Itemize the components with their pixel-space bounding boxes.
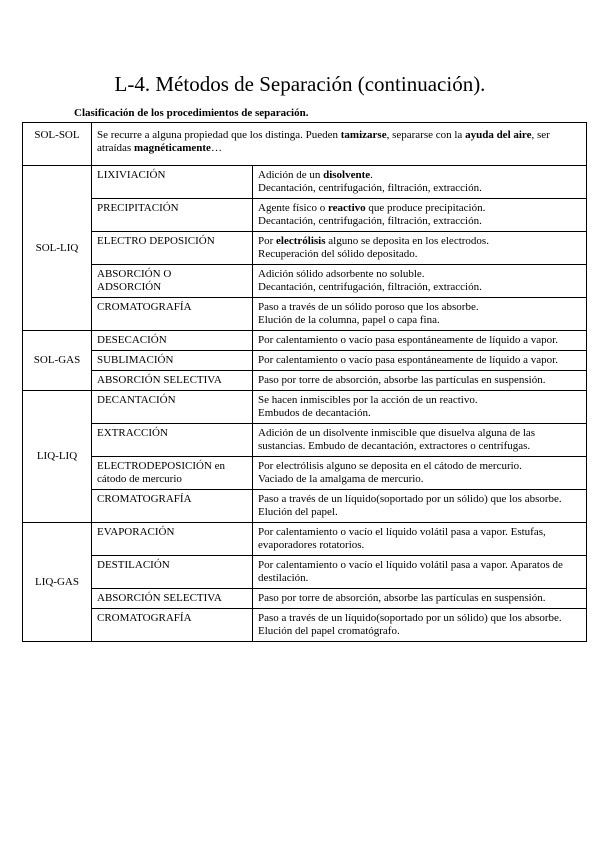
method-cell: CROMATOGRAFÍA <box>92 298 253 331</box>
method-cell: SUBLIMACIÓN <box>92 351 253 371</box>
description-cell: Por calentamiento o vacío el líquido volátil pasa a vapor. Estufas, evaporadores rotatorios. <box>253 523 587 556</box>
method-cell: DECANTACIÓN <box>92 391 253 424</box>
description-cell: Por calentamiento o vacío el líquido volátil pasa a vapor. Aparatos de destilación. <box>253 556 587 589</box>
sol-sol-description: Se recurre a alguna propiedad que los distinga. Pueden tamizarse, separarse con la ayuda del aire, ser atraídas magnéticamente… <box>92 123 587 166</box>
description-cell: Adición de un disolvente inmiscible que disuelva alguna de las sustancias. Embudo de decantación, extractores o centrífugas. <box>253 424 587 457</box>
description-cell: Paso por torre de absorción, absorbe las partículas en suspensión. <box>253 589 587 609</box>
group-label-sol-gas: SOL-GAS <box>23 331 92 391</box>
table-row <box>23 371 587 391</box>
table-row <box>23 589 587 609</box>
method-cell: ABSORCIÓN O ADSORCIÓN <box>92 265 253 298</box>
description-cell: Paso a través de un sólido poroso que los absorbe. Elución de la columna, papel o capa fina. <box>253 298 587 331</box>
method-cell: ELECTRODEPOSICIÓN en cátodo de mercurio <box>92 457 253 490</box>
table-row <box>23 351 587 371</box>
method-cell: DESECACIÓN <box>92 331 253 351</box>
table-row <box>23 331 587 351</box>
table-caption: Clasificación de los procedimientos de separación. <box>74 107 309 119</box>
method-cell: CROMATOGRAFÍA <box>92 609 253 642</box>
method-cell: EVAPORACIÓN <box>92 523 253 556</box>
description-cell: Agente físico o reactivo que produce precipitación. Decantación, centrifugación, filtración, extracción. <box>253 199 587 232</box>
description-cell: Se hacen inmiscibles por la acción de un reactivo. Embudos de decantación. <box>253 391 587 424</box>
table-row <box>23 391 587 424</box>
description-cell: Por electrólisis alguno se deposita en los electrodos. Recuperación del sólido depositado. <box>253 232 587 265</box>
table-row <box>23 556 587 589</box>
method-cell: ELECTRO DEPOSICIÓN <box>92 232 253 265</box>
description-cell: Adición sólido adsorbente no soluble. Decantación, centrifugación, filtración, extracción. <box>253 265 587 298</box>
method-cell: CROMATOGRAFÍA <box>92 490 253 523</box>
group-label-sol-liq: SOL-LIQ <box>23 166 92 331</box>
table-row <box>23 123 587 166</box>
description-cell: Por calentamiento o vacío pasa espontáneamente de líquido a vapor. <box>253 351 587 371</box>
method-cell: EXTRACCIÓN <box>92 424 253 457</box>
table-row <box>23 265 587 298</box>
method-cell: ABSORCIÓN SELECTIVA <box>92 371 253 391</box>
table-row <box>23 298 587 331</box>
group-label-liq-liq: LIQ-LIQ <box>23 391 92 523</box>
method-cell: PRECIPITACIÓN <box>92 199 253 232</box>
method-cell: LIXIVIACIÓN <box>92 166 253 199</box>
table-row <box>23 232 587 265</box>
description-cell: Por calentamiento o vacío pasa espontáneamente de líquido a vapor. <box>253 331 587 351</box>
table-row <box>23 199 587 232</box>
table-row <box>23 166 587 199</box>
separation-methods-table <box>22 122 587 642</box>
method-cell: DESTILACIÓN <box>92 556 253 589</box>
table-row <box>23 457 587 490</box>
description-cell: Paso a través de un líquido(soportado por un sólido) que los absorbe. Elución del papel. <box>253 490 587 523</box>
description-cell: Adición de un disolvente. Decantación, centrifugación, filtración, extracción. <box>253 166 587 199</box>
table-row <box>23 609 587 642</box>
page-title: L-4. Métodos de Separación (continuación). <box>114 72 486 96</box>
table-row <box>23 490 587 523</box>
method-cell: ABSORCIÓN SELECTIVA <box>92 589 253 609</box>
description-cell: Paso por torre de absorción, absorbe las partículas en suspensión. <box>253 371 587 391</box>
group-label-liq-gas: LIQ-GAS <box>23 523 92 642</box>
table-row <box>23 523 587 556</box>
table-row <box>23 424 587 457</box>
description-cell: Por electrólisis alguno se deposita en el cátodo de mercurio. Vaciado de la amalgama de mercurio. <box>253 457 587 490</box>
group-label-sol-sol: SOL-SOL <box>23 123 92 166</box>
description-cell: Paso a través de un líquido(soportado por un sólido) que los absorbe. Elución del papel cromatógrafo. <box>253 609 587 642</box>
